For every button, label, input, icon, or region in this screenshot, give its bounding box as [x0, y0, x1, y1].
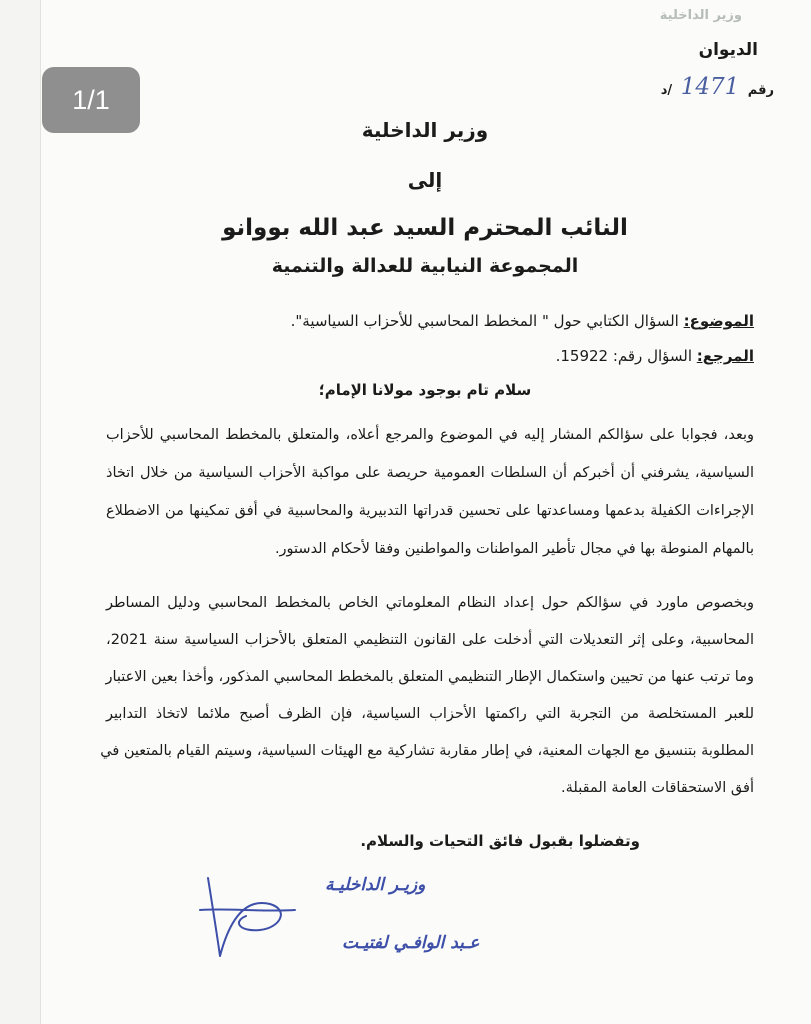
letterhead-office-faded: وزير الداخلية: [659, 8, 742, 23]
body-line: بالمهام المنوطة بها في مجال تأطير المواطنات والمواطنين وفقا لأحكام الدستور.: [274, 541, 754, 557]
subject-label: الموضوع:: [683, 312, 754, 330]
body-line: وبعد، فجوابا على سؤالكم المشار إليه في الموضوع والمرجع أعلاه، والمتعلق بالمخطط المحاسبي للأحزاب: [106, 427, 754, 443]
body-line: وبخصوص ماورد في سؤالكم حول إعداد النظام المعلوماتي الخاص بالمخطط المحاسبي ودليل المساطر: [106, 595, 754, 611]
signature-stamp: [120, 858, 480, 968]
ref-suffix: /د: [660, 83, 673, 98]
recipient-group: المجموعة النيابية للعدالة والتنمية: [271, 255, 579, 277]
letterhead-office: الديوان: [698, 40, 758, 60]
recipient-name: النائب المحترم السيد عبد الله بووانو: [222, 215, 628, 241]
page-indicator-badge: 1/1: [42, 67, 140, 133]
body-line: للعبر المستخلصة من التجربة التي راكمتها الأحزاب السياسية، فإن الظرف أصبح ملائما لاتخاذ التدابير: [106, 706, 754, 722]
body-line: المحاسبية، وعلى إثر التعديلات التي أدخلت على القانون التنظيمي المتعلق بالأحزاب السياسية سنة 2021،: [106, 632, 754, 648]
ref-prefix: رقم: [747, 83, 774, 98]
body-line: أفق الاستحقاقات العامة المقبلة.: [561, 780, 754, 796]
subject-text: السؤال الكتابي حول " المخطط المحاسبي للأحزاب السياسية".: [290, 312, 679, 330]
sender-title: وزير الداخلية: [361, 118, 489, 142]
letterhead-faded-text: [660, 8, 742, 23]
body-line: السياسية، يشرفني أن أخبركم أن السلطات العمومية حريصة على مواكبة الأحزاب السياسية من خلال اتخاذ: [106, 465, 754, 481]
body-line: المطلوبة بتنسيق مع الجهات المعنية، في إطار مقاربة تشاركية مع الهيئات السياسية، وسيتم القيام بالمتعين في: [100, 743, 754, 759]
reference-label: المرجع:: [696, 347, 754, 365]
signature-name-stamp: عـبد الوافـي لفتيـت: [342, 933, 480, 953]
reference-number-line: [661, 74, 774, 100]
greeting: سلام تام بوجود مولانا الإمام؛: [318, 381, 532, 399]
reference-line: [556, 347, 754, 365]
closing-salutation: وتفضلوا بقبول فائق التحيات والسلام.: [360, 832, 640, 850]
signature-title-stamp: وزيـر الداخليـة: [325, 875, 426, 895]
signature-scribble: [200, 878, 295, 956]
reference-text: السؤال رقم: 15922.: [555, 347, 692, 365]
body-line: الإجراءات الكفيلة بدعمها ومساعدتها على تحسين قدراتها التدبيرية والمحاسبية في أفق تمكينها من الاضطلاع: [106, 503, 754, 519]
to-label: إلى: [407, 168, 443, 192]
body-line: وما ترتب عنها من تحيين واستكمال الإطار التنظيمي المتعلق بالمخطط المحاسبي المذكور، وأخذا بعين الاعتبار: [105, 669, 754, 685]
subject-line: [291, 312, 754, 330]
ref-number-handwritten: 1471: [680, 74, 740, 100]
